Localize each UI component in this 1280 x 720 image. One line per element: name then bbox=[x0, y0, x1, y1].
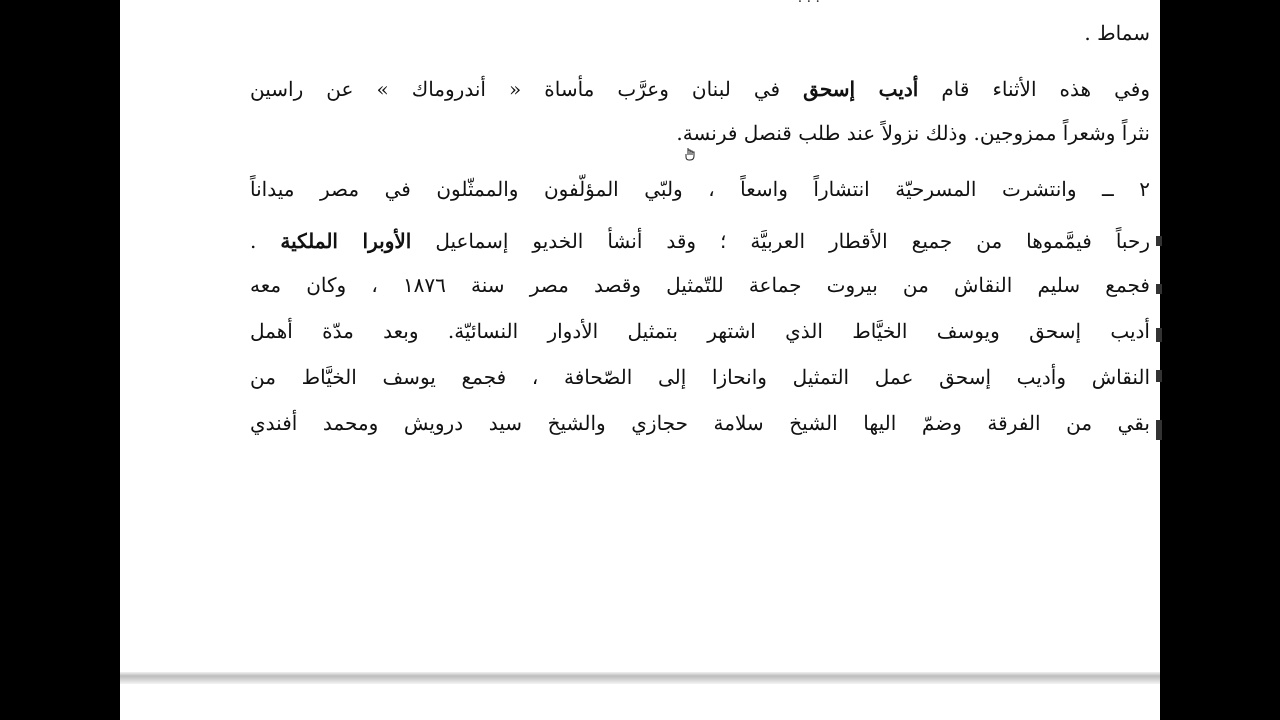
line-text: بقي من الفرقة وضمّ اليها الشيخ سلامة حجازي والشيخ سيد درويش ومحمد أفندي bbox=[250, 411, 1150, 435]
line-text: رحباً فيمَّموها من جميع الأقطار العربيَّة ؛ وقد أنشأ الخديو إسماعيل bbox=[411, 229, 1150, 253]
page-separator bbox=[120, 672, 1160, 684]
line-text: أديب إسحق ويوسف الخيَّاط الذي اشتهر بتمثيل الأدوار النسائيّة. وبعد مدّة أهمل bbox=[250, 319, 1150, 343]
line-text: في لبنان وعرَّب مأساة « أندروماك » عن راسين bbox=[250, 77, 804, 101]
hand-cursor-icon bbox=[682, 146, 698, 162]
text-line-4 bbox=[250, 174, 1150, 204]
line-text: وفي هذه الأثناء قام bbox=[918, 77, 1150, 101]
text-line-1 bbox=[980, 18, 1150, 48]
text-line-2 bbox=[250, 74, 1150, 104]
line-text: نثراً وشعراً ممزوجين. وذلك نزولاً عند طلب قنصل فرنسة. bbox=[676, 121, 1150, 145]
text-body bbox=[120, 0, 1160, 670]
bold-term: الأوبرا الملكية bbox=[280, 229, 412, 253]
line-text: فجمع سليم النقاش من بيروت جماعة للتّمثيل وقصد مصر سنة ١٨٧٦ ، وكان معه bbox=[250, 273, 1150, 297]
text-line-5 bbox=[250, 226, 1150, 256]
margin-mark bbox=[1156, 370, 1162, 382]
margin-mark bbox=[1156, 236, 1162, 246]
line-text: النقاش وأديب إسحق عمل التمثيل وانحازا إلى الصّحافة ، فجمع يوسف الخيَّاط من bbox=[250, 365, 1150, 389]
bold-name: أديب إسحق bbox=[803, 77, 919, 101]
line-text: سماط . bbox=[1084, 21, 1150, 45]
text-line-7 bbox=[250, 316, 1150, 346]
line-text: . bbox=[250, 229, 281, 253]
line-text: ٢ ــ وانتشرت المسرحيّة انتشاراً واسعاً ، ولبّي المؤلّفون والممثّلون في مصر ميداناً bbox=[250, 177, 1150, 201]
margin-mark bbox=[1156, 284, 1162, 294]
text-line-9 bbox=[250, 408, 1150, 438]
text-line-8 bbox=[250, 362, 1150, 392]
text-line-6 bbox=[250, 270, 1150, 300]
margin-mark bbox=[1156, 420, 1162, 440]
previous-line-fragment: · · · bbox=[797, 0, 820, 10]
text-line-3 bbox=[480, 118, 1150, 148]
margin-mark bbox=[1156, 328, 1162, 342]
document-page bbox=[120, 0, 1160, 720]
